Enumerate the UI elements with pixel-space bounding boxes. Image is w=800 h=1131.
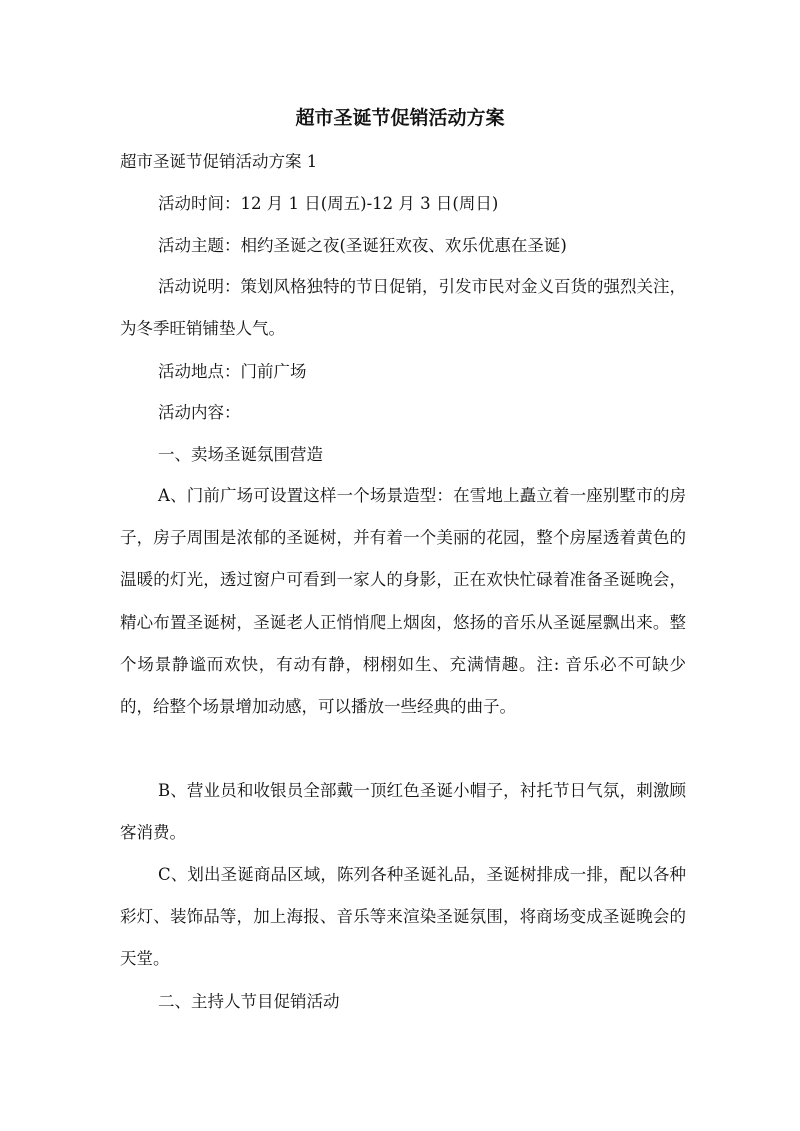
activity-description: 活动说明：策划风格独特的节日促销，引发市民对金义百货的强烈关注，为冬季旺销铺垫人气。	[120, 277, 686, 339]
section-heading-2: 二、主持人节目促销活动	[158, 992, 340, 1011]
document-title: 超市圣诞节促销活动方案	[295, 107, 505, 129]
plan-subtitle: 超市圣诞节促销活动方案 1	[120, 152, 318, 171]
activity-theme: 活动主题：相约圣诞之夜(圣诞狂欢夜、欢乐优惠在圣诞)	[158, 236, 567, 255]
activity-location: 活动地点：门前广场	[158, 362, 307, 381]
section-heading-1: 一、卖场圣诞氛围营造	[158, 445, 323, 464]
paragraph-a: A、门前广场可设置这样一个场景造型：在雪地上矗立着一座别墅市的房子，房子周围是浓郁的圣诞树，并有着一个美丽的花园，整个房屋透着黄色的温暖的灯光，透过窗户可看到一家人的身影，正在欢快忙碌着准备圣诞晚会，精心布置圣诞树，圣诞老人正悄悄爬上烟囱，悠扬的音乐从圣诞屋飘出来。整个场景静谧而欢快，有动有静，栩栩如生、充满情趣。注: 音乐必不可缺少的，给整个场景增加动感，可以播放一些经典的曲子。	[120, 486, 686, 717]
paragraph-b: B、营业员和收银员全部戴一顶红色圣诞小帽子，衬托节日气氛，刺激顾客消费。	[120, 781, 686, 843]
activity-time: 活动时间：12 月 1 日(周五)-12 月 3 日(周日)	[158, 194, 499, 213]
paragraph-c: C、划出圣诞商品区域，陈列各种圣诞礼品，圣诞树排成一排，配以各种彩灯、装饰品等，加上海报、音乐等来渲染圣诞氛围，将商场变成圣诞晚会的天堂。	[120, 865, 686, 969]
activity-content-label: 活动内容：	[158, 403, 241, 422]
